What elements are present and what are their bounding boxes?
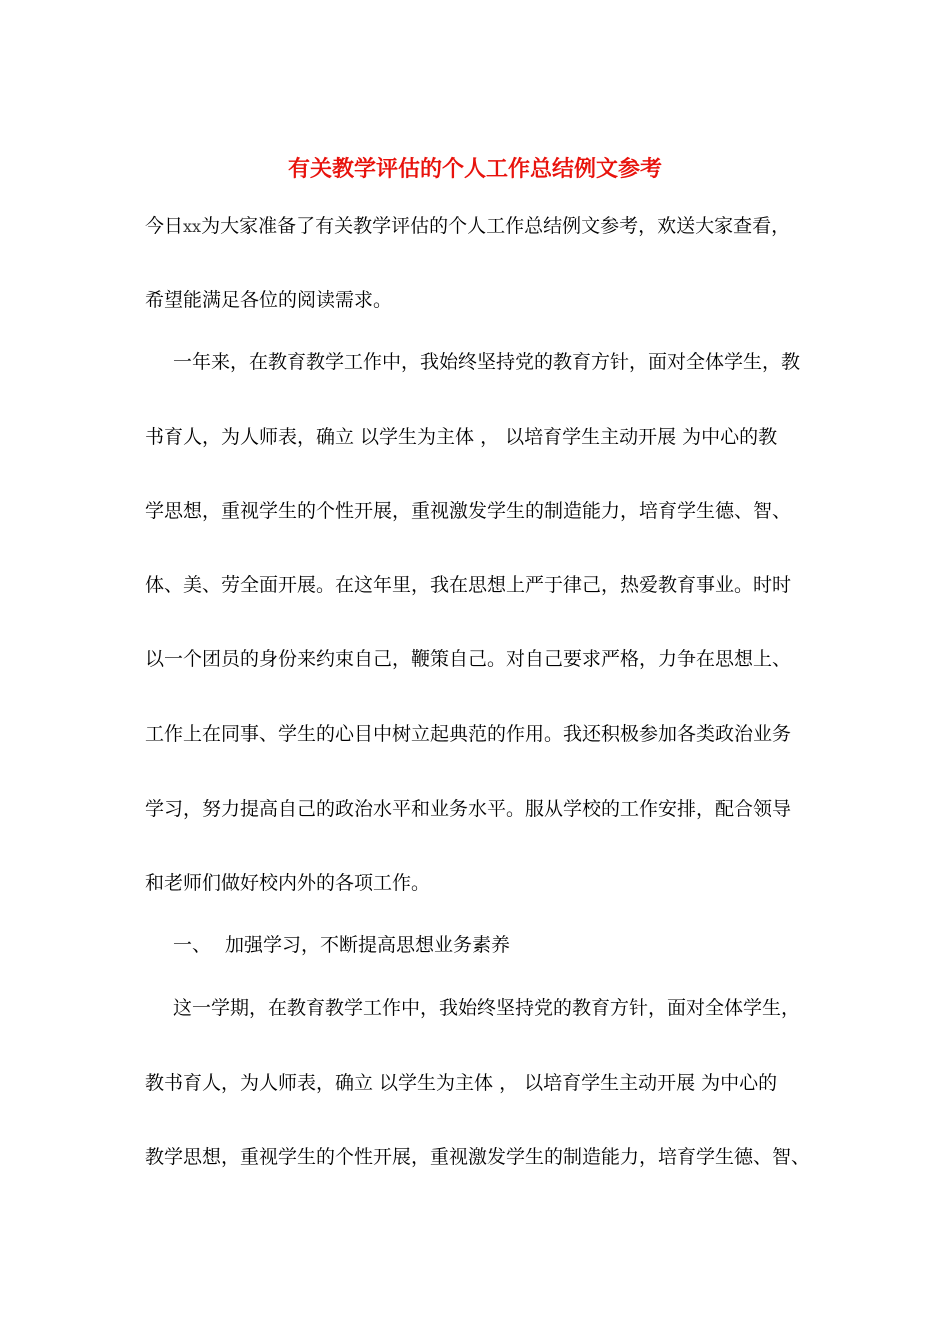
paragraph1-line-1: 一年来，在教育教学工作中，我始终坚持党的教育方针，面对全体学生，教 [173, 351, 801, 373]
intro-placeholder-xx: xx [183, 217, 202, 236]
paragraph1-line-5: 以一个团员的身份来约束自己，鞭策自己。对自己要求严格，力争在思想上、 [145, 648, 792, 670]
document-title: 有关教学评估的个人工作总结例文参考 [287, 156, 662, 182]
section-heading-1 [173, 931, 510, 959]
paragraph1-line-8: 和老师们做好校内外的各项工作。 [145, 872, 431, 894]
section-number: 一、 [173, 934, 212, 956]
intro-line-1 [145, 212, 790, 241]
intro-text-start: 今日 [145, 215, 184, 237]
paragraph1-line-6: 工作上在同事、学生的心目中树立起典范的作用。我还积极参加各类政治业务 [145, 723, 792, 745]
paragraph2-line-1: 这一学期，在教育教学工作中，我始终坚持党的教育方针，面对全体学生， [173, 997, 801, 1019]
intro-text-end: 为大家准备了有关教学评估的个人工作总结例文参考，欢送大家查看， [201, 215, 791, 237]
paragraph1-line-7: 学习，努力提高自己的政治水平和业务水平。服从学校的工作安排，配合领导 [145, 798, 792, 820]
paragraph1-line-4: 体、美、劳全面开展。在这年里，我在思想上严于律己，热爱教育事业。时时 [145, 574, 792, 596]
paragraph1-line-3: 学思想，重视学生的个性开展，重视激发学生的制造能力，培育学生德、智、 [145, 500, 792, 522]
paragraph2-line-2: 教书育人，为人师表，确立 以学生为主体 ， 以培育学生主动开展 为中心的 [145, 1072, 778, 1094]
intro-line-2: 希望能满足各位的阅读需求。 [145, 289, 393, 311]
paragraph2-line-3: 教学思想，重视学生的个性开展，重视激发学生的制造能力，培育学生德、智、 [145, 1146, 811, 1168]
section-heading-text: 加强学习，不断提高思想业务素养 [225, 934, 511, 956]
paragraph1-line-2: 书育人，为人师表，确立 以学生为主体 ， 以培育学生主动开展 为中心的教 [145, 426, 778, 448]
